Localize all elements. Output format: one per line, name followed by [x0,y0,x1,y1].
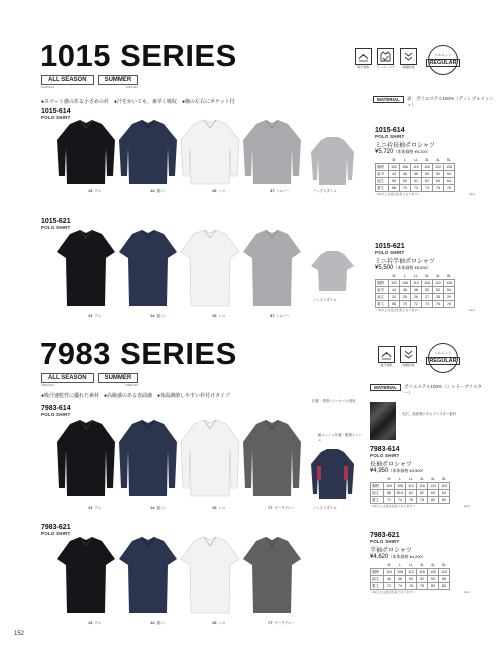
shirt-navy-short [119,230,177,306]
color-caption: 13 クロ [88,620,102,625]
color-caption: 14 濃コン [150,620,167,625]
tag-all-season: ALL SEASON [41,75,94,85]
tag-sub: 1015-614 [41,85,54,89]
shirt-navy-long [119,120,177,184]
color-caption: 77 ダークグレー [268,505,295,510]
tag-sub: 1015-621 [125,85,139,89]
color-caption: 15 シロ [212,620,226,625]
material-1015 [373,96,497,108]
product-type: POLO SHIRT [41,225,71,230]
back-style-label: バックスタイル [313,189,337,193]
color-caption: 13 クロ [88,505,102,510]
color-caption: 14 濃コン [150,188,167,193]
color-caption: 13 クロ [88,313,102,318]
product-type: POLO SHIRT [41,115,71,120]
badge-main: REGULAR [426,357,459,365]
feature-bullets-1015: ●スマート感のある小さめの衿 ●汗をかいても、素早く吸収 ●胸の左右にポケット付 [41,99,235,105]
product-type: POLO SHIRT [41,412,71,417]
easy-care-icon [377,48,394,65]
color-caption: 14 濃コン [150,313,167,318]
icon-caption: 吸汗速乾 [380,363,393,367]
icon-caption: イージーケア [377,65,395,69]
shirt-darkgray-long-7983 [243,420,301,496]
product-type: POLO SHIRT [375,250,405,255]
table-note: ＜4L以上は受注生産となります＞ [370,590,416,594]
quick-dry-icon [378,346,395,363]
price: ¥4,950（本体価格 ¥4,500） [370,468,426,474]
back-style-1015-621 [310,250,355,297]
fabric-swatch [370,402,396,440]
table-unit: (cm) [469,308,475,312]
series-title-7983: 7983 SERIES [40,336,237,371]
product-code-block-7983-614 [41,405,71,417]
material-text: 表：ポリエステル100%（ディンプルメッシュ） [406,96,494,107]
back-style-label: バックスタイル [313,298,337,302]
product-code: 1015-621 [41,218,71,225]
product-code: 1015-614 [375,127,405,134]
table-unit: (cm) [469,192,475,196]
shirt-silver-long [243,120,301,184]
shirt-navy-short-7983 [119,537,177,613]
price: ¥5,720（本体価格 ¥5,200） [375,149,431,155]
product-type: POLO SHIRT [370,453,400,458]
size-table: M L LL 3L 4L 5L 胸囲 104 108 112 116 120 124 袖丈 58 59.5 61 62 63 64 着丈 72 74 76 78 80 82 [370,476,450,504]
product-name: 長袖ポロシャツ [370,462,412,468]
tag-sub: 7983-621 [125,383,139,387]
size-table: M L LL 3L 4L 5L 胸囲 102 106 110 116 122 126 肩巾 44 46 48 50 52 54 袖丈 59 60 61 62 63 64 着丈 68 70 72 74 76 78 [375,157,455,192]
product-code: 7983-621 [41,524,71,531]
size-table: M L LL 3L 4L 5L 胸囲 104 108 112 116 120 124 袖丈 46 48 50 52 54 56 着丈 72 74 76 78 80 82 [370,562,450,590]
color-caption: 77 ダークグレー [268,620,295,625]
color-caption: 13 クロ [88,188,102,193]
shirt-white-short-7983 [181,537,239,613]
icon-caption: 制菌防臭 [402,363,415,367]
shirt-darkgray-short-7983 [243,537,301,613]
shirt-white-long [181,120,239,184]
back-style-7983-614 [310,448,355,505]
badge-top: シルエット [434,53,452,57]
back-style-label: バックスタイル [313,506,337,510]
shirt-row-7983-614 [55,418,305,498]
feature-bullets-7983: ●吸汗速乾性に優れた素材 ●高級感のある表面感 ●体温調節しやすい衿付けタイプ [41,393,230,399]
shirt-silver-short [243,230,301,306]
material-caption: 光沢、高級感のあるブリスター素材 [402,412,457,416]
price: ¥4,620（本体価格 ¥4,200） [370,554,426,560]
color-caption: 14 濃コン [150,505,167,510]
page-number: 152 [14,631,25,637]
shirt-white-long-7983 [181,420,239,496]
callout-mesh: 脇メッシュ仕様・脇裏メッシュ [318,433,363,442]
color-caption: 37 シルバー [270,313,290,318]
shirt-row-7983-621 [55,535,305,615]
product-code: 7983-621 [370,532,400,539]
function-icons-7983 [378,346,417,367]
material-7983 [370,384,484,396]
function-icons-1015 [355,48,417,69]
table-note: ＜4L以上は受注生産となります＞ [375,192,421,196]
product-name: ミニ衿長袖ポロシャツ [375,143,435,149]
back-style-1015-614 [310,136,355,191]
season-tags-7983 [41,373,138,387]
color-caption: 15 シロ [212,188,226,193]
shirt-white-short [181,230,239,306]
table-unit: (cm) [464,504,470,508]
shirt-row-1015-614 [55,118,305,186]
icon-caption: 制菌防臭 [402,65,415,69]
spec-7983-614 [370,446,490,508]
silhouette-badge-1015 [428,45,458,75]
callout-collar: 衿裏・背面にコールバロ回転 [312,399,356,403]
badge-main: REGULAR [426,59,459,67]
shirt-black-short [57,230,115,306]
shirt-row-1015-621 [55,228,305,308]
color-caption: 15 シロ [212,313,226,318]
season-tags-1015 [41,75,138,89]
shirt-black-short-7983 [57,537,115,613]
material-text: ポリエステル100%（シャドーブリスター） [403,384,482,395]
table-unit: (cm) [464,590,470,594]
material-label: MATERIAL [373,96,404,103]
product-type: POLO SHIRT [41,531,71,536]
badge-top: シルエット [434,351,452,355]
product-code: 7983-614 [370,446,400,453]
table-note: ＜4L以上は受注生産となります＞ [370,504,416,508]
shirt-navy-long-7983 [119,420,177,496]
product-code: 1015-614 [41,108,71,115]
product-type: POLO SHIRT [375,134,405,139]
deodorant-icon [400,346,417,363]
product-code: 1015-621 [375,243,405,250]
tag-summer: SUMMER [98,75,139,85]
product-type: POLO SHIRT [370,539,400,544]
series-title-1015: 1015 SERIES [40,38,237,73]
tag-all-season: ALL SEASON [41,373,94,383]
quick-dry-icon [355,48,372,65]
product-name: 半袖ポロシャツ [370,548,412,554]
table-note: ＜4L以上は受注生産となります＞ [375,308,421,312]
silhouette-badge-7983 [428,343,458,373]
spec-7983-621 [370,532,490,594]
deodorant-icon [400,48,417,65]
icon-caption: 吸汗速乾 [357,65,370,69]
color-caption: 15 シロ [212,505,226,510]
price: ¥5,500（本体価格 ¥5,000） [375,265,431,271]
size-table: M L LL 3L 4L 5L 胸囲 102 106 110 116 122 126 肩巾 44 46 48 50 52 54 袖丈 24 25 26 27 28 29 着丈 68 70 72 74 76 78 [375,273,455,308]
product-code: 7983-614 [41,405,71,412]
spec-1015-621 [375,243,490,312]
tag-sub: 7983-614 [41,383,54,387]
spec-1015-614 [375,127,490,196]
tag-summer: SUMMER [98,373,139,383]
shirt-black-long-7983 [57,420,115,496]
shirt-black-long [57,120,115,184]
color-caption: 37 シルバー [270,188,290,193]
material-label: MATERIAL [370,384,401,391]
product-name: ミニ衿半袖ポロシャツ [375,259,435,265]
